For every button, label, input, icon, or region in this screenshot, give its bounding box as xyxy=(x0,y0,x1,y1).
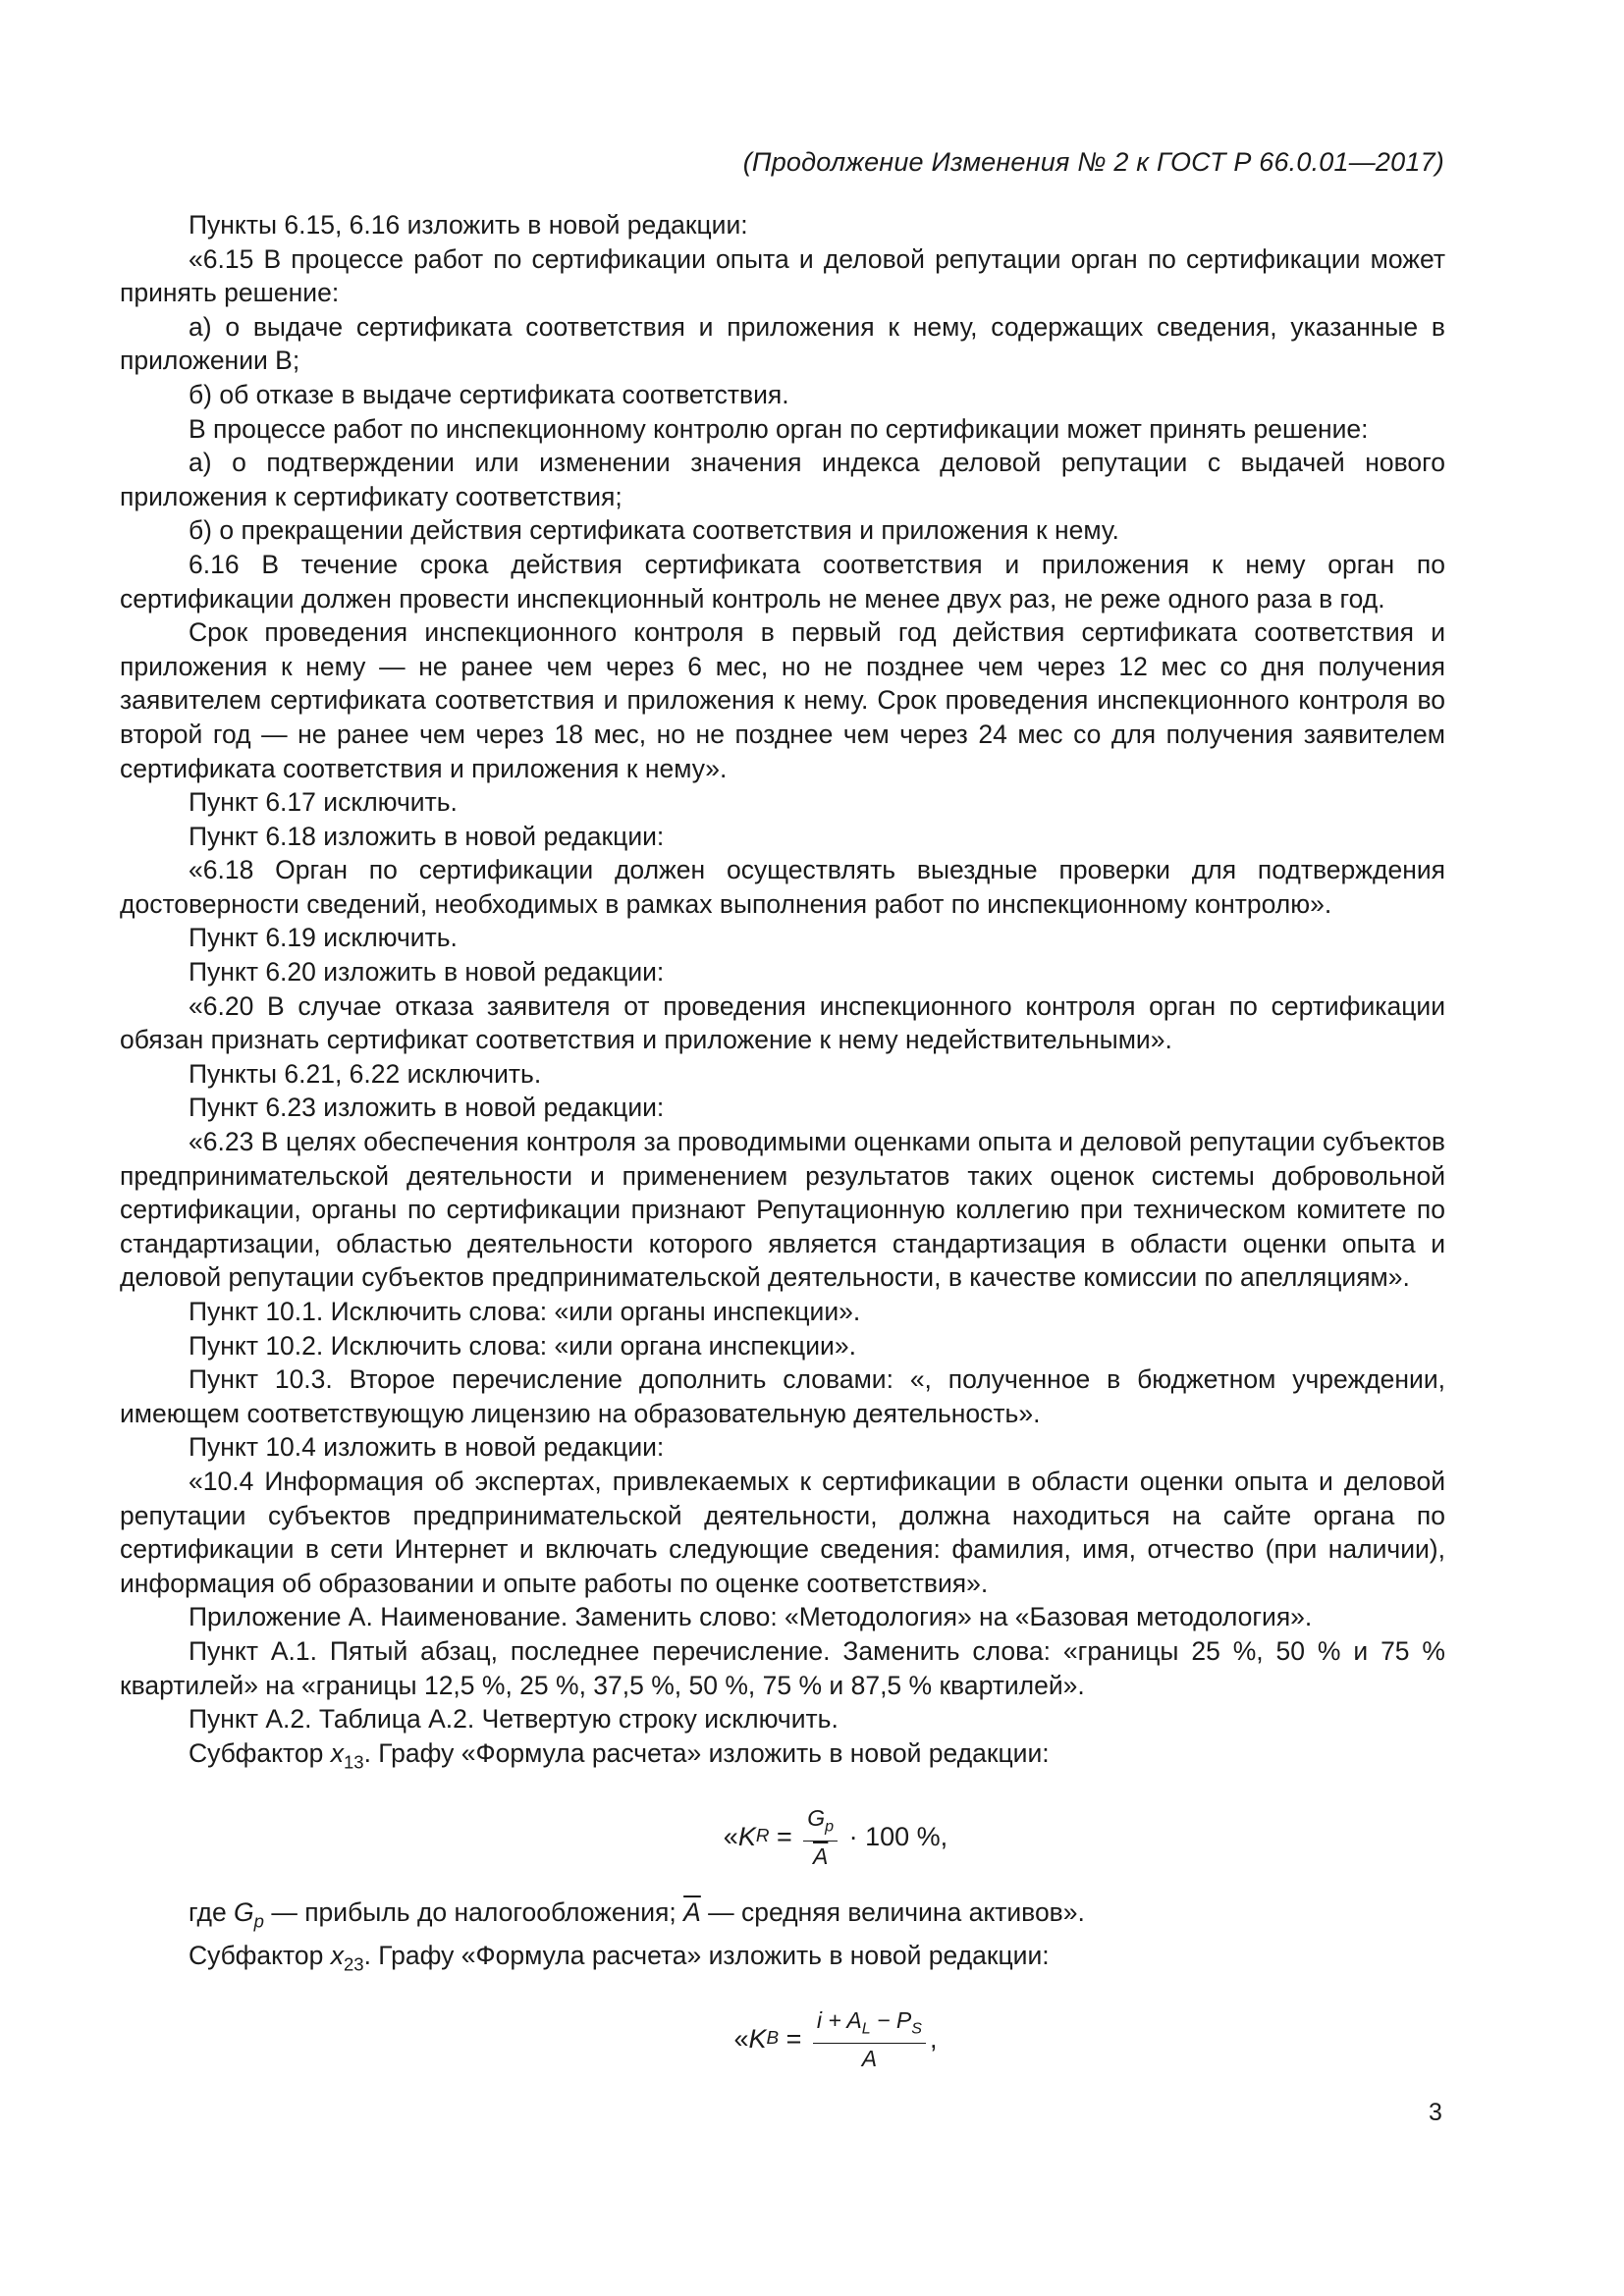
paragraph: Пункт 6.19 исключить. xyxy=(189,923,458,953)
paragraph: Пункт 6.17 исключить. xyxy=(189,787,458,818)
paragraph: б) об отказе в выдаче сертификата соответствия. xyxy=(189,379,789,409)
paragraph: а) о подтверждении или изменении значения индекса деловой репутации с выдачей нового приложения к сертификату соответствия; xyxy=(120,448,1445,511)
paragraph: Пункт 10.1. Исключить слова: «или органы инспекции». xyxy=(189,1297,861,1326)
paragraph: Пункт 6.23 изложить в новой редакции: xyxy=(189,1093,665,1123)
formula-kr: « K R = $\frac{G_p}{A}$ · 100 %, xyxy=(723,1804,948,1870)
paragraph: Приложение А. Наименование. Заменить слово: «Методология» на «Базовая методология». xyxy=(189,1602,1313,1632)
paragraph: Пункт 10.4 изложить в новой редакции: xyxy=(189,1432,665,1463)
paragraph: Пункты 6.21, 6.22 исключить. xyxy=(189,1058,542,1089)
paragraph: Пункты 6.15, 6.16 изложить в новой редакции: xyxy=(189,210,748,240)
paragraph: Срок проведения инспекционного контроля в первый год действия сертификата соответствия и приложения к нему — не ранее чем через 6 мес, но не позднее чем через 12 мес со дня получения заявителем сертификата соответствия и приложения к нему. Срок проведения инспекционного контроля во второй год — не ранее чем через 18 мес, но не позднее чем через 24 мес со для получения заявителем сертификата соответствия и приложения к нему». xyxy=(120,617,1445,783)
paragraph: «6.23 В целях обеспечения контроля за проводимыми оценками опыта и деловой репутации субъектов предпринимательской деятельности и применением результатов таких оценок системы добровольной сертификации, органы по сертификации признают Репутационную коллегию при техническом комитете по стандартизации, областью деятельности которого является стандартизация в области оценки опыта и деловой репутации субъектов предпринимательской деятельности, в качестве комиссии по апелляциям». xyxy=(120,1127,1445,1293)
document-body xyxy=(120,208,1445,2097)
paragraph: В процессе работ по инспекционному контролю орган по сертификации может принять решение: xyxy=(189,413,1369,444)
paragraph: Пункт 10.3. Второе перечисление дополнить словами: «, полученное в бюджетном учреждении, имеющем соответствующую лицензию на образовательную деятельность». xyxy=(120,1364,1445,1428)
fraction: $\frac{i + A_L - P_S}{A}$ xyxy=(813,2007,926,2072)
page-header: (Продолжение Изменения № 2 к ГОСТ Р 66.0.01—2017) xyxy=(742,147,1444,177)
paragraph: «6.15 В процессе работ по сертификации опыта и деловой репутации орган по сертификации может принять решение: xyxy=(120,243,1445,308)
paragraph: Пункт А.2. Таблица А.2. Четвертую строку исключить. xyxy=(189,1704,839,1735)
subfactor-x23-paragraph: Субфактор $x_{23}$. Графу «Формула расчета» изложить в новой редакции: xyxy=(189,1940,1050,1974)
paragraph: «6.20 В случае отказа заявителя от проведения инспекционного контроля орган по сертификации обязан признать сертификат соответствия и приложение к нему недействительными». xyxy=(120,990,1445,1055)
paragraph: Пункт 6.18 изложить в новой редакции: xyxy=(189,821,665,851)
paragraph: 6.16 В течение срока действия сертификата соответствия и приложения к нему орган по сертификации должен провести инспекционный контроль не менее двух раз, не реже одного раза в год. xyxy=(120,549,1445,614)
paragraph: б) о прекращении действия сертификата соответствия и приложения к нему. xyxy=(189,515,1119,546)
page-number: 3 xyxy=(1429,2099,1442,2126)
paragraph: Пункт А.1. Пятый абзац, последнее перечисление. Заменить слова: «границы 25 %, 50 % и 75 % квартилей» на «границы 12,5 %, 25 %, 37,5 %, 50 %, 75 % и 87,5 % квартилей». xyxy=(120,1635,1445,1700)
paragraph: Пункт 6.20 изложить в новой редакции: xyxy=(189,957,665,988)
subfactor-x13-paragraph: Субфактор $x_{13}$. Графу «Формула расчета» изложить в новой редакции: xyxy=(189,1737,1050,1773)
formula-kb: « K B = $\frac{i + A_L - P_S}{A}$ , xyxy=(733,2006,938,2072)
paragraph: «10.4 Информация об экспертах, привлекаемых к сертификации в области оценки опыта и деловой репутации субъектов предпринимательской деятельности, должна находиться на сайте органа по сертификации в сети Интернет и включать следующие сведения: фамилия, имя, отчество (при наличии), информация об образовании и опыте работы по оценке соответствия». xyxy=(120,1466,1445,1598)
paragraph: «6.18 Орган по сертификации должен осуществлять выездные проверки для подтверждения достоверности сведений, необходимых в рамках выполнения работ по инспекционному контролю». xyxy=(120,855,1445,919)
paragraph: а) о выдаче сертификата соответствия и приложения к нему, содержащих сведения, указанные в приложении В; xyxy=(120,311,1445,376)
where-paragraph: где $G_p$ — прибыль до налогообложения; $\overline{A}$ — средняя величина активов». xyxy=(189,1896,1085,1931)
paragraph: Пункт 10.2. Исключить слова: «или органа инспекции». xyxy=(189,1330,856,1361)
fraction: $\frac{G_p}{A}$ xyxy=(803,1805,838,1870)
